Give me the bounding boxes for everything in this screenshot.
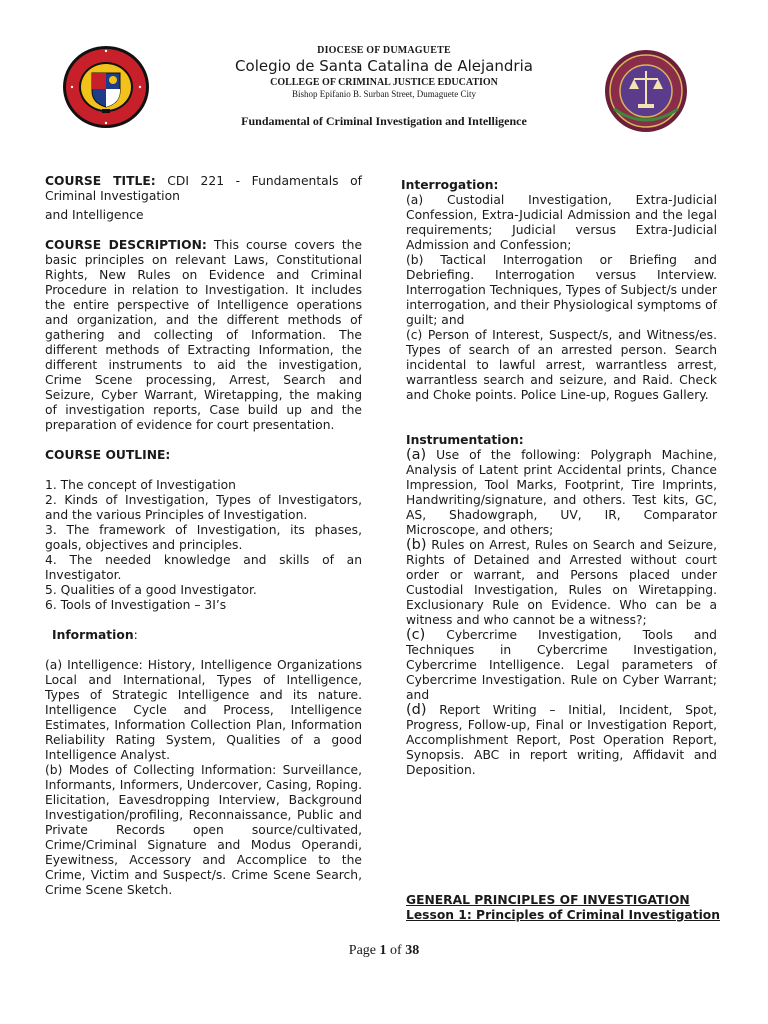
general-principles-heading: GENERAL PRINCIPLES OF INVESTIGATION [406, 893, 690, 907]
left-column [45, 174, 362, 898]
course-description [45, 238, 362, 433]
outline-item: 1. The concept of Investigation [45, 478, 236, 492]
college-name: Colegio de Santa Catalina de Alejandria [235, 57, 533, 75]
information-modes: (b) Modes of Collecting Information: Surveillance, Informants, Informers, Undercover, Casing, Roping. Elicitation, Eavesdropping Interview, Background Investigation/profiling, Reconnaissance, Public and Private Records open source/cultivated, Crime/Criminal Signature and Modus Operandi, Eyewitness, Accessory and Accomplice to the Crime, Victim and Suspect/s. Crime Scene Search, Crime Scene Sketch. [45, 763, 362, 897]
college-seal-logo [62, 45, 150, 129]
department-seal-logo [604, 49, 688, 133]
interrogation-item-a: (a) Custodial Investigation, Extra-Judicial Confession, Extra-Judicial Admission and the legal requirements; Judicial versus Extra-Judicial Admission and Confession; [406, 193, 717, 252]
interrogation-item-c: (c) Person of Interest, Suspect/s, and Witness/es. Types of search of an arrested person. Search incidental to lawful arrest, warrantless arrest, warrantless search and seizure, and Raid. Check and Choke points. Police Line-up, Rogues Gallery. [406, 328, 717, 402]
information-heading [45, 628, 362, 643]
interrogation-label: Interrogation: [401, 178, 499, 192]
course-outline-list [45, 478, 362, 613]
instrumentation-item-c: (c) Cybercrime Investigation, Tools and Techniques in Cybercrime Investigation, Cybercrime Intelligence. Legal parameters of Cybercrime Investigation. Rule on Cyber Warrant; and [406, 627, 717, 702]
outline-item: 4. The needed knowledge and skills of an Investigator. [45, 553, 362, 582]
department-name: COLLEGE OF CRIMINAL JUSTICE EDUCATION [270, 77, 498, 88]
outline-item: 2. Kinds of Investigation, Types of Investigators, and the various Principles of Investigation. [45, 493, 362, 522]
lesson-heading-block [406, 893, 723, 923]
instrumentation-item-a: (a) Use of the following: Polygraph Machine, Analysis of Latent print Accidental prints, Chance Impression, Tool Marks, Footprint, Tire Imprints, Handwriting/signature, and others. Test kits, GC, AS, Shadowgraph, UV, IR, Comparator Microscope, and others; [406, 447, 717, 537]
information-colon: : [133, 628, 138, 642]
course-description-label: COURSE DESCRIPTION: [45, 238, 207, 252]
course-title-value: CDI 221 - Fundamentals of Criminal Investigation [45, 174, 362, 203]
instrumentation-label: Instrumentation: [406, 433, 524, 447]
page-number: Page 1 of 38 [348, 943, 420, 958]
right-column [401, 178, 717, 778]
outline-item: 3. The framework of Investigation, its phases, goals, objectives and principles. [45, 523, 362, 552]
outline-item: 6. Tools of Investigation – 3I’s [45, 598, 227, 612]
college-address: Bishop Epifanio B. Surban Street, Dumaguete City [292, 89, 476, 99]
course-title [45, 174, 362, 204]
interrogation-item-b: (b) Tactical Interrogation or Briefing and Debriefing. Interrogation versus Interview. Interrogation Techniques, Types of Subject/s under interrogation, and their Physiological symptoms of guilt; and [406, 253, 717, 327]
outline-item: 5. Qualities of a good Investigator. [45, 583, 257, 597]
information-label: Information [52, 628, 134, 642]
information-intelligence: (a) Intelligence: History, Intelligence Organizations Local and International, Types of Intelligence, Types of Strategic Intelligence and its nature. Intelligence Cycle and Process, Intelligence Estimates, Information Collection Plan, Information Reliability Rating System, Qualities of a good Intelligence Analyst. [45, 658, 362, 762]
course-title-continued: and Intelligence [45, 208, 144, 222]
document-subject: Fundamental of Criminal Investigation and Intelligence [241, 114, 527, 128]
instrumentation-item-d: (d) Report Writing – Initial, Incident, Spot, Progress, Follow-up, Final or Investigation Report, Accomplishment Report, Post Operation Report, Synopsis. ABC in report writing, Affidavit and Deposition. [406, 702, 717, 777]
course-title-label: COURSE TITLE: [45, 174, 156, 188]
lesson-title: Lesson 1: Principles of Criminal Investigation [406, 908, 721, 922]
diocese-name: DIOCESE OF DUMAGUETE [317, 45, 451, 56]
course-description-text: This course covers the basic principles on relevant Laws, Constitutional Rights, New Rules on Evidence and Criminal Procedure in relation to Investigation. It includes the entire perspective of Intelligence operations and organization, and the different methods of gathering and collecting of Information. The different methods of Extracting Information, the different instruments to aid the investigation, Crime Scene processing, Arrest, Search and Seizure, Cyber Warrant, Wiretapping, the making of investigation reports, Case build up and the preparation of evidence for court presentation. [45, 238, 363, 432]
instrumentation-item-b: (b) Rules on Arrest, Rules on Search and Seizure, Rights of Detained and Arrested without court order or warrant, and Persons placed under Custodial Investigation, Rules on Wiretapping. Exclusionary Rule on Evidence. Who can be a witness and who cannot be a witness?; [406, 537, 717, 627]
course-outline-label: COURSE OUTLINE: [45, 448, 171, 462]
